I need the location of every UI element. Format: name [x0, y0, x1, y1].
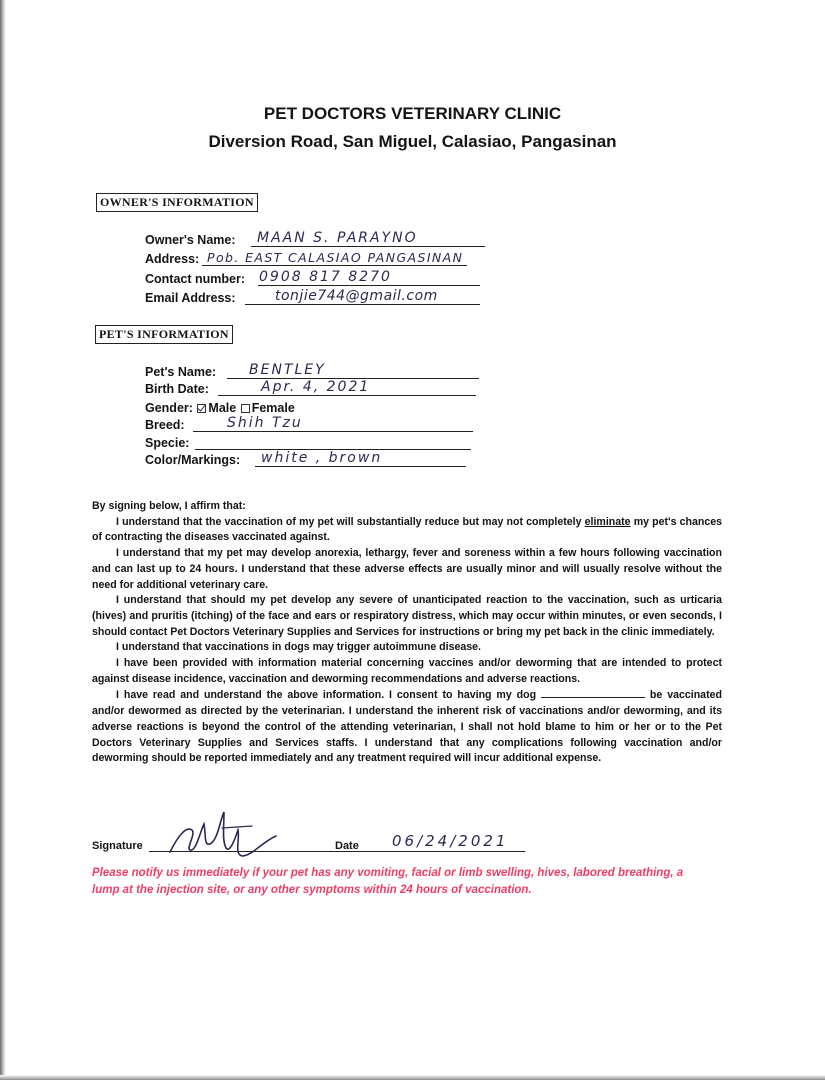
date-value[interactable]: 06/24/2021 — [392, 832, 509, 850]
pet-color-label: Color/Markings: — [145, 453, 241, 467]
pet-color-value[interactable]: white , brown — [261, 450, 383, 466]
owner-contact-row — [145, 269, 392, 286]
owner-email-line — [245, 304, 480, 305]
gender-male-checkbox[interactable] — [197, 404, 206, 413]
dog-name-blank[interactable] — [541, 687, 645, 698]
pet-name-label: Pet's Name: — [145, 365, 217, 379]
clinic-address: Diversion Road, San Miguel, Calasiao, Pangasinan — [208, 132, 617, 151]
consent-paragraph-2: I understand that my pet may develop anorexia, lethargy, fever and soreness within a few hours following vaccination and can last up to 24 hours. I understand that these adverse effects are usually minor and will usually resolve without the need for additional veterinary care. — [92, 547, 722, 591]
pet-specie-label: Specie: — [145, 436, 190, 450]
gender-female-label: Female — [251, 401, 295, 415]
gender-male-label: Male — [208, 401, 237, 415]
owner-name-row — [145, 230, 418, 247]
pet-breed-value[interactable]: Shih Tzu — [227, 415, 303, 431]
pet-birth-value[interactable]: Apr. 4, 2021 — [261, 379, 371, 395]
owner-address-line — [202, 265, 467, 266]
owner-section-heading: OWNER'S INFORMATION — [96, 193, 258, 212]
consent-p6-start: I have read and understand the above information. I consent to having my dog — [116, 689, 537, 702]
consent-text — [92, 499, 722, 767]
consent-p1-end: my pet's chances of contracting the diseases vaccinated against. — [92, 515, 723, 544]
owner-contact-line — [258, 285, 480, 286]
date-label: Date — [335, 840, 359, 852]
owner-address-value[interactable]: Pob. EAST CALASIAO PANGASINAN — [207, 250, 464, 265]
signature-label: Signature — [92, 840, 143, 852]
consent-paragraph-1 — [92, 515, 722, 546]
owner-email-label: Email Address: — [145, 291, 236, 305]
consent-paragraph-6 — [92, 687, 722, 767]
owner-name-value[interactable]: MAAN S. PARAYNO — [257, 230, 418, 246]
pet-specie-row — [145, 436, 189, 450]
pet-color-line — [255, 466, 466, 467]
pet-name-value[interactable]: BENTLEY — [249, 362, 326, 378]
date-line — [365, 851, 525, 852]
consent-paragraph-5: I have been provided with information material concerning vaccines and/or deworming that are intended to protect against disease incidence, vaccination and deworming recommendations and adverse reactions. — [92, 657, 722, 685]
owner-email-row — [145, 288, 438, 305]
consent-paragraph-3: I understand that should my pet develop any severe of unanticipated reaction to the vaccination, such as urticaria (hives) and pruritis (itching) of the face and ears or respiratory distress, which may occur within minutes, or even seconds, I should contact Pet Doctors Veterinary Supplies and Services for instructions or bring my pet back in the clinic immediately. — [92, 594, 722, 638]
pet-section-heading: PET'S INFORMATION — [95, 325, 233, 344]
handwritten-signature[interactable] — [164, 806, 284, 860]
scan-bottom-shadow — [0, 1075, 825, 1080]
pet-name-row — [145, 362, 326, 379]
pet-birth-label: Birth Date: — [145, 382, 209, 396]
scan-edge-shadow — [0, 0, 6, 1080]
pet-gender-label: Gender: — [145, 401, 193, 415]
owner-address-label: Address: — [145, 252, 200, 266]
consent-p1-underlined: eliminate — [584, 515, 631, 528]
consent-intro: By signing below, I affirm that: — [92, 500, 246, 512]
owner-contact-value[interactable]: 0908 817 8270 — [259, 269, 392, 285]
consent-p6-end: be vaccinated and/or dewormed as directed by the veterinarian. I understand the inherent risk of vaccinations and/or deworming, and its adverse reactions is beyond the control of the attending veterinarian, I shall not hold blame to him or her or to the Pet Doctors Veterinary Supplies and Services staffs. I understand that any complications following vaccination and/or deworming should be reported immediately and any treatment required will incur additional expense. — [92, 689, 722, 765]
consent-p1-start: I understand that the vaccination of my pet will substantially reduce but may not completely — [116, 515, 582, 528]
owner-address-row — [145, 250, 464, 266]
consent-paragraph-4: I understand that vaccinations in dogs may trigger autoimmune disease. — [116, 641, 481, 654]
clinic-name: PET DOCTORS VETERINARY CLINIC — [263, 104, 562, 123]
pet-birth-line — [218, 395, 476, 396]
pet-color-row — [145, 450, 383, 467]
pet-breed-row — [145, 415, 303, 432]
owner-name-label: Owner's Name: — [145, 233, 236, 247]
owner-email-value[interactable]: tonjie744@gmail.com — [275, 288, 438, 304]
pet-birth-row — [145, 379, 371, 396]
pet-breed-label: Breed: — [145, 418, 185, 432]
pet-gender-row — [145, 401, 295, 415]
signature-row — [92, 826, 732, 866]
gender-female-checkbox[interactable] — [241, 404, 250, 413]
vaccination-notice: Please notify us immediately if your pet has any vomiting, facial or limb swelling, hives, labored breathing, a lump at the injection site, or any other symptoms within 24 hours of vaccination. — [92, 867, 684, 896]
owner-contact-label: Contact number: — [145, 272, 245, 286]
pet-breed-line — [193, 431, 473, 432]
owner-name-line — [251, 246, 485, 247]
